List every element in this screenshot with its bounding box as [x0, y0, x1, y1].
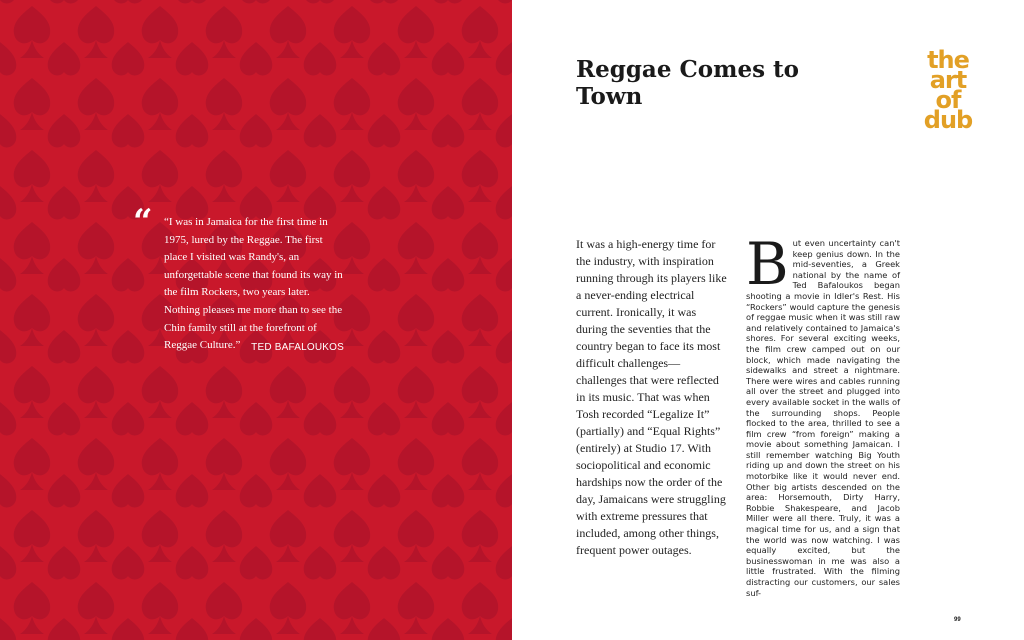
- art-of-dub-logo: [916, 46, 980, 134]
- article-column-2: [746, 230, 900, 598]
- article-title: Reggae Comes to Town: [576, 56, 799, 110]
- quote-author: TED BAFALOUKOS: [251, 342, 344, 353]
- page-number: 99: [954, 617, 961, 623]
- logo-line-dub: dub: [923, 106, 973, 134]
- article-column-2-text: ut even uncertainty can't keep genius down. In the mid-seventies, a Greek national by the name of Ted Bafaloukos began shooting a movie in Idler's Rest. His “Rockers” would capture the genesis of reggae music when it was still raw and relatively contained to Jamaica's shores. For several exciting weeks, the film crew camped out on our block, which made navigating the sidewalks and street a nightmare. There were wires and cables running all over the street and plugged into every available socket in the walls of the surrounding shops. People flocked to the area, thrilled to see a film crew “from foreign” making a movie about something Jamaican. I still remember watching Big Youth riding up and down the street on his motorbike like it would never end. Other big artists descended on the area: Horsemouth, Dirty Harry, Robbie Shakespeare, and Jacob Miller were all there. Truly, it was a magical time for us, and a sign that the world was now watching. I was equally excited, but the businesswoman in me was also a little frustrated. With the filming distracting our customers, our sales suf-: [746, 238, 900, 598]
- quote-mark-icon: “: [133, 202, 153, 242]
- logo-line-the: the: [927, 46, 969, 74]
- pull-quote: [164, 214, 348, 355]
- pull-quote-text: “I was in Jamaica for the first time in 1975, lured by the Reggae. The first place I visited was Randy's, an unforgettable scene that found its way in the film Rockers, two years later. Nothing pleases me more than to see the Chin family still at the forefront of Reggae Culture.”: [164, 216, 343, 352]
- logo-line-of: of: [935, 86, 961, 114]
- article-column-1: It was a high-energy time for the industry, with inspiration running through its players like a never-ending electrical current. Ironically, it was during the seventies that the country began to face its most difficult challenges—challenges that were reflected in its music. That was when Tosh recorded “Legalize It” (partially) and “Equal Rights” (entirely) at Studio 17. With sociopolitical and economic hardships now the order of the day, Jamaicans were struggling with extreme pressures that included, among other things, frequent power outages.: [576, 237, 727, 557]
- drop-cap: B: [746, 230, 789, 298]
- logo-line-art: art: [929, 66, 967, 94]
